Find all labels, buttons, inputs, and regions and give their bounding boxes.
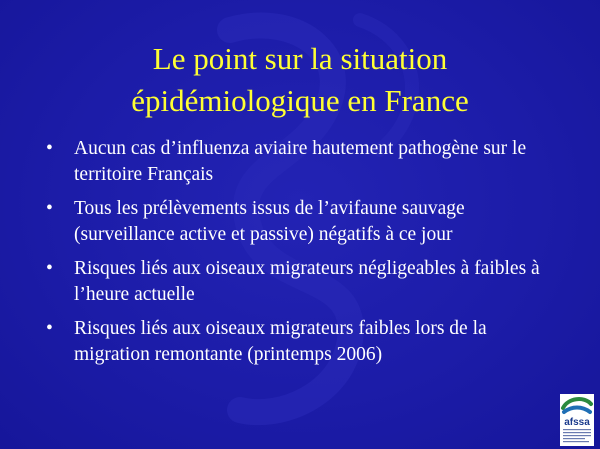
bullet-dot: • [46, 258, 53, 279]
bullet-item [44, 316, 564, 368]
bullet-item [44, 196, 564, 248]
bullet-text: Tous les prélèvements issus de l’avifaune sauvage (surveillance active et passive) négatifs à ce jour [74, 198, 465, 245]
bullet-item [44, 256, 564, 308]
bullet-dot: • [46, 138, 53, 159]
title-line-1: Le point sur la situation [152, 41, 448, 76]
title-line-2: épidémiologique en France [131, 83, 469, 118]
slide-title [0, 38, 600, 122]
afssa-logo-graphic [560, 394, 594, 446]
bullet-dot: • [46, 198, 53, 219]
bullet-text: Risques liés aux oiseaux migrateurs négligeables à faibles à l’heure actuelle [74, 258, 540, 305]
bullet-item [44, 136, 564, 188]
logo-wordmark: afssa [564, 417, 590, 428]
bullet-text: Aucun cas d’influenza aviaire hautement pathogène sur le territoire Français [74, 138, 527, 185]
bullet-dot: • [46, 318, 53, 339]
afssa-logo [560, 394, 594, 446]
bullet-list [44, 136, 564, 376]
bullet-text: Risques liés aux oiseaux migrateurs faibles lors de la migration remontante (printemps 2006) [74, 318, 487, 365]
